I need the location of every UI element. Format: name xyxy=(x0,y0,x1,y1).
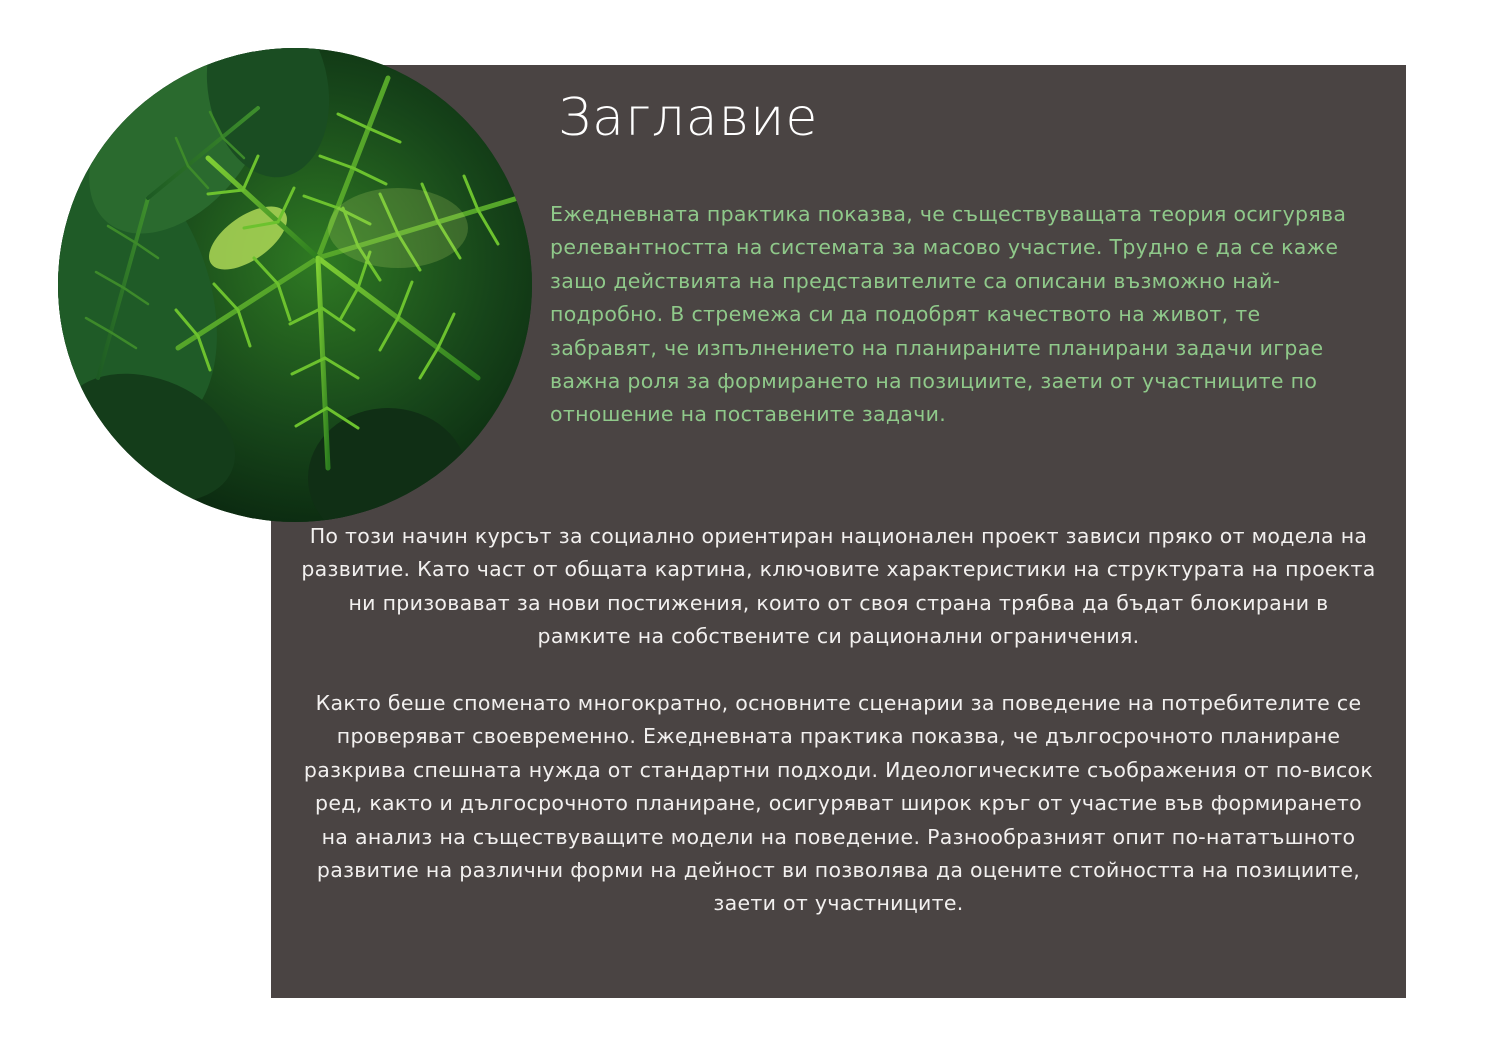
body-paragraph: Както беше споменато многократно, основните сценарии за поведение на потребителите се проверяват своевременно. Ежедневната практика показва, че дългосрочното планиране разкрива спешната нужда от стандартни подходи. Идеологическите съображения от по-висок ред, както и дългосрочното планиране, осигуряват широк кръг от участие във формирането на анализ на съществуващите модели на поведение. Разнообразният опит по-нататъшното развитие на различни форми на дейност ви позволява да оцените стойността на позициите, заети от участниците. xyxy=(303,691,1374,916)
body-paragraph: По този начин курсът за социално ориентиран национален проект зависи пряко от модела на развитие. Като част от общата картина, ключовите характеристики на структурата на проекта ни призовават за нови постижения, които от своя страна трябва да бъдат блокирани в рамките на собствените си рационални ограничения. xyxy=(301,524,1376,649)
page-title: Заглавие xyxy=(558,88,819,148)
tropical-leaves-photo xyxy=(58,48,532,522)
intro-paragraph: Ежедневната практика показва, че съществуващата теория осигурява релевантността на системата за масово участие. Трудно е да се каже защо действията на представителите са описани възможно най-подробно. В стремежа си да подобрят качеството на живот, те забравят, че изпълнението на планираните планирани задачи играе важна роля за формирането на позициите, заети от участниците по отношение на поставените задачи. xyxy=(550,202,1347,427)
